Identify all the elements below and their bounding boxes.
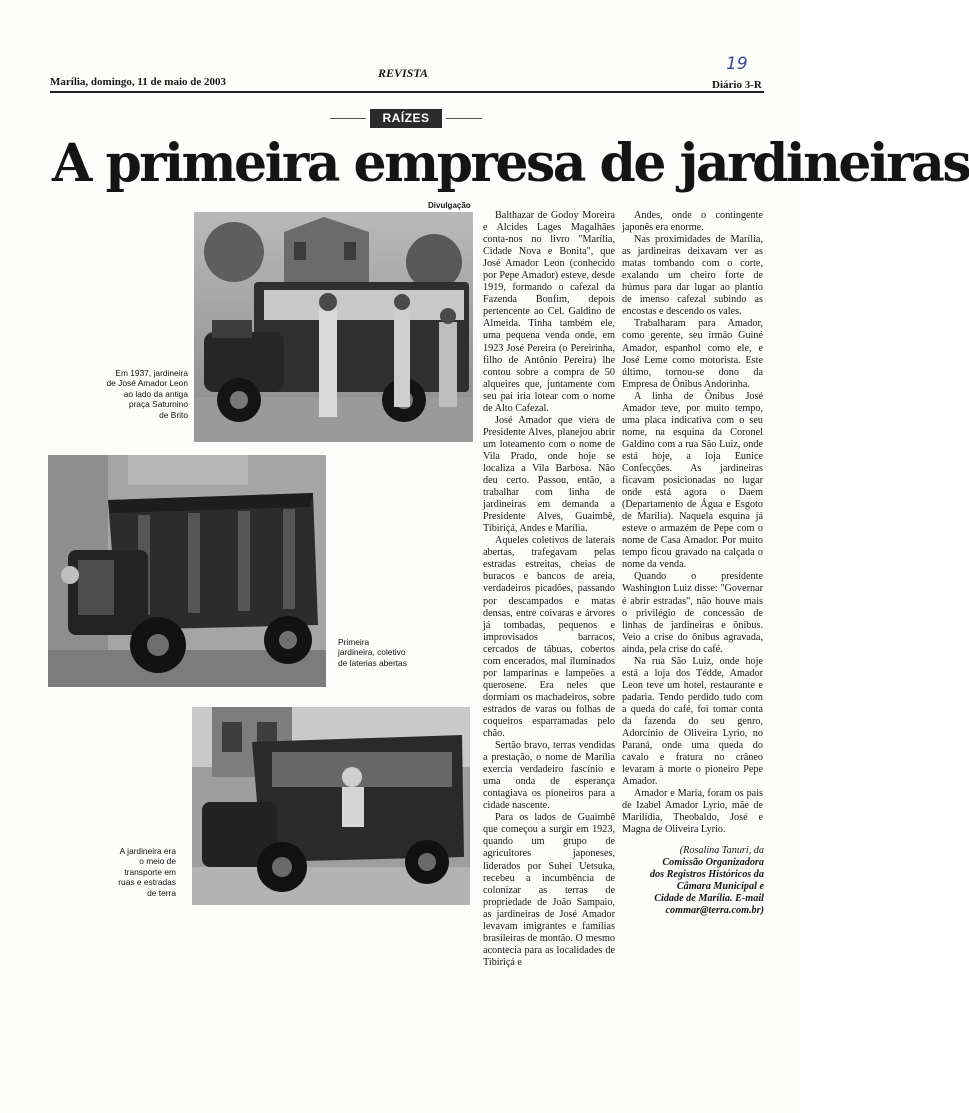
signature-email: commar@terra.com.br) [665, 905, 764, 917]
signature-line: Cidade de Marília. E-mail [654, 893, 764, 905]
headline: A primeira empresa de jardineiras [52, 133, 969, 194]
paragraph: Nas proximidades de Marília, as jardineiras deixavam ver as matas tombando com o corte, exalando um cheiro forte de húmus para dar lugar ao plantio de imenso cafezal subindo as encostas e descendo os vales. [622, 234, 763, 318]
kicker-label: RAÍZES [370, 109, 442, 128]
signature-line: Câmara Municipal e [676, 881, 764, 893]
caption-photo-1 [92, 368, 188, 420]
paragraph: Sertão bravo, terras vendidas a prestação, o nome de Marília exercia verdadeiro fascínio e uma onda de esperança contagiava os pioneiros para a cidade nascente. [483, 740, 615, 812]
page-reference: Diário 3-R [712, 79, 762, 91]
kicker-rule-right [446, 118, 482, 119]
section-name: REVISTA [378, 66, 429, 80]
caption-line: A jardineira era [119, 846, 176, 856]
handwritten-page-number: 19 [726, 54, 748, 74]
caption-line: Primeira [338, 637, 370, 647]
signature-line: dos Registros Históricos da [649, 869, 764, 881]
article-column-1 [483, 210, 615, 969]
paragraph: Aqueles coletivos de laterais abertas, trafegavam pelas estradas estreitas, cheias de buracos e bancos de areia, verdadeiros picadões, passando por descampados e matas densas, entre coivaras e árvores já tombadas, pequenos e improvisados barracos, cercados de tábuas, cobertos com encerados, mal iluminados por lamparinas e lampeões a querosene. Era neles que dormiam os machadeiros, sobre estrados de varas ou folhas de coqueiros esparramadas pelo chão. [483, 535, 615, 740]
photo-credit: Divulgação [428, 201, 471, 210]
paragraph: Na rua São Luiz, onde hoje está a loja dos Tédde, Amador Leon teve um hotel, restaurante e padaria. Tendo perdido tudo com a queda do café, foi tomar conta da fazenda do seu genro, Adorcínio de Oliveira Lyrio, no Paraná, onde uma queda do cavalo e fratura no crâneo levaram à morte o pioneiro Pepe Amador. [622, 655, 763, 788]
date-line: Marília, domingo, 11 de maio de 2003 [50, 76, 226, 88]
caption-line: de laterias abertas [338, 657, 407, 668]
signature-line: (Rosalina Tanuri, da [679, 845, 764, 856]
paragraph: Quando o presidente Washington Luiz disse: "Governar é abrir estradas", não houve mais o privilégio de concessão de linhas de jardineiras e ônibus. Veio a crise do ônibus agravada, ainda, pela crise do café. [622, 571, 763, 655]
photo-dirt-road-bus [192, 707, 470, 905]
header-rule [50, 91, 764, 93]
author-signature [600, 845, 764, 918]
caption-line: de Brito [159, 409, 188, 420]
caption-line: praça Saturnino [128, 399, 188, 410]
paragraph: A linha de Ônibus José Amador teve, por muito tempo, uma placa indicativa com o seu nome, na esquina da Coronel Galdino com a rua São Luiz, onde está hoje, a loja Eunice Confecções. As jardineiras ficavam posicionadas no lugar onde está agora o Daem (Departamento de Água e Esgoto de Marília). Naquela esquina já esteve o armazém de Pepe com o nome de Casa Amador. Por muito tempo ficou gravado na calçada o nome da venda. [622, 390, 763, 571]
paragraph: Trabalharam para Amador, como gerente, seu irmão Guiné Amador, espanhol como ele, e José Leme como motorista. Este último, tornou-se dono da Empresa de Ônibus Andorinha. [622, 318, 763, 390]
article-column-2 [622, 210, 763, 836]
signature-line: Comissão Organizadora [662, 857, 764, 869]
caption-photo-2 [338, 637, 438, 668]
kicker-rule-left [330, 118, 366, 119]
caption-line: o meio de [139, 856, 176, 867]
paragraph: José Amador que viera de Presidente Alves, planejou abrir um loteamento com o nome de Vila Prado, onde hoje se localiza a Vila Barbosa. Não deu certo. Passou, então, a trabalhar com linha de jardineiras em demanda a Presidente Alves, Guaimbê, Tibiriçá, Andes e Marília. [483, 414, 615, 535]
caption-line: transporte em [124, 866, 176, 877]
caption-line: de José Amador Leon [106, 378, 188, 389]
photo-bus-1937 [194, 212, 473, 442]
paragraph: Para os lados de Guaimbê que começou a surgir em 1923, quando um grupo de agricultores japoneses, liderados por Suhei Uetsuka, recebeu a incumbência de colonizar as terras de propriedade de João Sampaio, as jardineiras de José Amador levavam imigrantes e famílias brasileiras de montão. O mesmo acontecia para as localidades de Tibiriçá e [483, 812, 615, 968]
caption-line: ao lado da antiga [123, 388, 188, 399]
photo-open-bus [48, 455, 326, 687]
caption-line: Em 1937, jardineira [115, 368, 188, 378]
caption-line: jardineira, coletivo [338, 647, 406, 658]
caption-line: de terra [147, 887, 176, 898]
caption-line: ruas e estradas [118, 877, 176, 888]
paragraph: Balthazar de Godoy Moreira e Alcides Lages Magalhães conta-nos no livro "Marília, Cidade Nova e Bonita", que José Amador Leon (conhecido por Pepe Amador) esteve, desde 1919, formando o cafezal da Fazenda Bonfim, depois pertencente ao Cel. Galdino de Almeida. Tinha também ele, uma pequena venda onde, em 1923 José Pereira (o Pereirinha, filho de Antônio Pereira) lhe contou sobre a compra de 50 alqueires que, juntamente com seu pai iria lotear com o nome de Alto Cafezal. [483, 210, 615, 414]
paragraph: Andes, onde o contingente japonês era enorme. [622, 210, 763, 234]
paragraph: Amador e Maria, foram os pais de Izabel Amador Lyrio, mãe de Marilídia, Theobaldo, José e Magna de Oliveira Lyrio. [622, 788, 763, 836]
caption-photo-3 [88, 846, 176, 898]
